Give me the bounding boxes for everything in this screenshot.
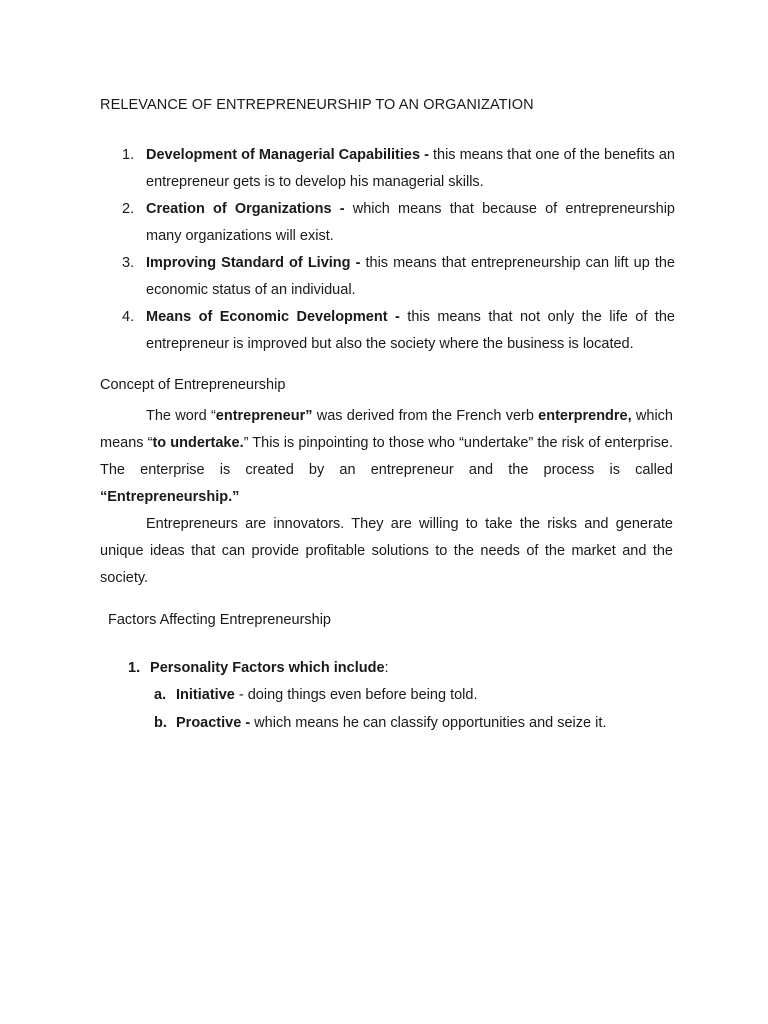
item-term: Development of Managerial Capabilities - [146,147,429,163]
list-item [100,196,675,250]
list-item [100,304,675,358]
text-run: The word “ [146,408,216,424]
concept-paragraph [100,403,673,511]
text-run: which means “ [100,408,673,451]
item-text: this means that not only the life of the entrepreneur is improved but also the society where the business is located. [146,309,675,352]
bold-term: “Entrepreneurship.” [100,489,240,505]
list-letter: b. [154,715,167,731]
bold-term: to undertake. [152,435,244,451]
list-item [100,142,675,196]
item-term: Personality Factors which include [150,660,385,676]
item-text: this means that one of the benefits an entrepreneur gets is to develop his managerial skills. [146,147,675,190]
sub-list-item [146,709,606,737]
list-item [128,655,606,737]
bold-term: entrepreneur” [215,408,313,424]
factors-list [128,655,606,737]
relevance-list [100,142,675,358]
list-number: 4. [122,309,135,325]
list-item [100,250,675,304]
innovators-paragraph [100,511,673,592]
item-term: Means of Economic Development - [146,309,400,325]
item-term: Initiative [176,687,235,703]
text-run: ” This is pinpointing to those who “undertake” the risk of enterprise. The enterprise is created by an entrepreneur and the process is called [100,435,673,478]
item-term: Proactive - [176,715,251,731]
item-suffix: : [384,660,389,676]
item-text: this means that entrepreneurship can lift up the economic status of an individual. [146,255,675,298]
list-number: 2. [122,201,135,217]
item-text: which means that because of entrepreneurship many organizations will exist. [146,201,675,244]
text-run: was derived from the French verb [312,408,539,424]
sub-list-item [146,681,606,709]
item-term: Creation of Organizations - [146,201,345,217]
sub-list [146,681,606,737]
item-text: - doing things even before being told. [234,687,478,703]
list-letter: a. [154,687,167,703]
list-number: 1. [128,660,141,676]
item-term: Improving Standard of Living - [146,255,361,271]
page-title: RELEVANCE OF ENTREPRENEURSHIP TO AN ORGANIZATION [100,97,534,113]
bold-term: enterprendre, [538,408,632,424]
text-run: Entrepreneurs are innovators. They are willing to take the risks and generate unique ideas that can provide profitable solutions to the needs of the market and the society. [100,516,673,586]
item-text: which means he can classify opportunities and seize it. [250,715,607,731]
list-number: 3. [122,255,135,271]
list-number: 1. [122,147,135,163]
concept-heading: Concept of Entrepreneurship [100,377,286,393]
factors-heading: Factors Affecting Entrepreneurship [108,612,331,628]
